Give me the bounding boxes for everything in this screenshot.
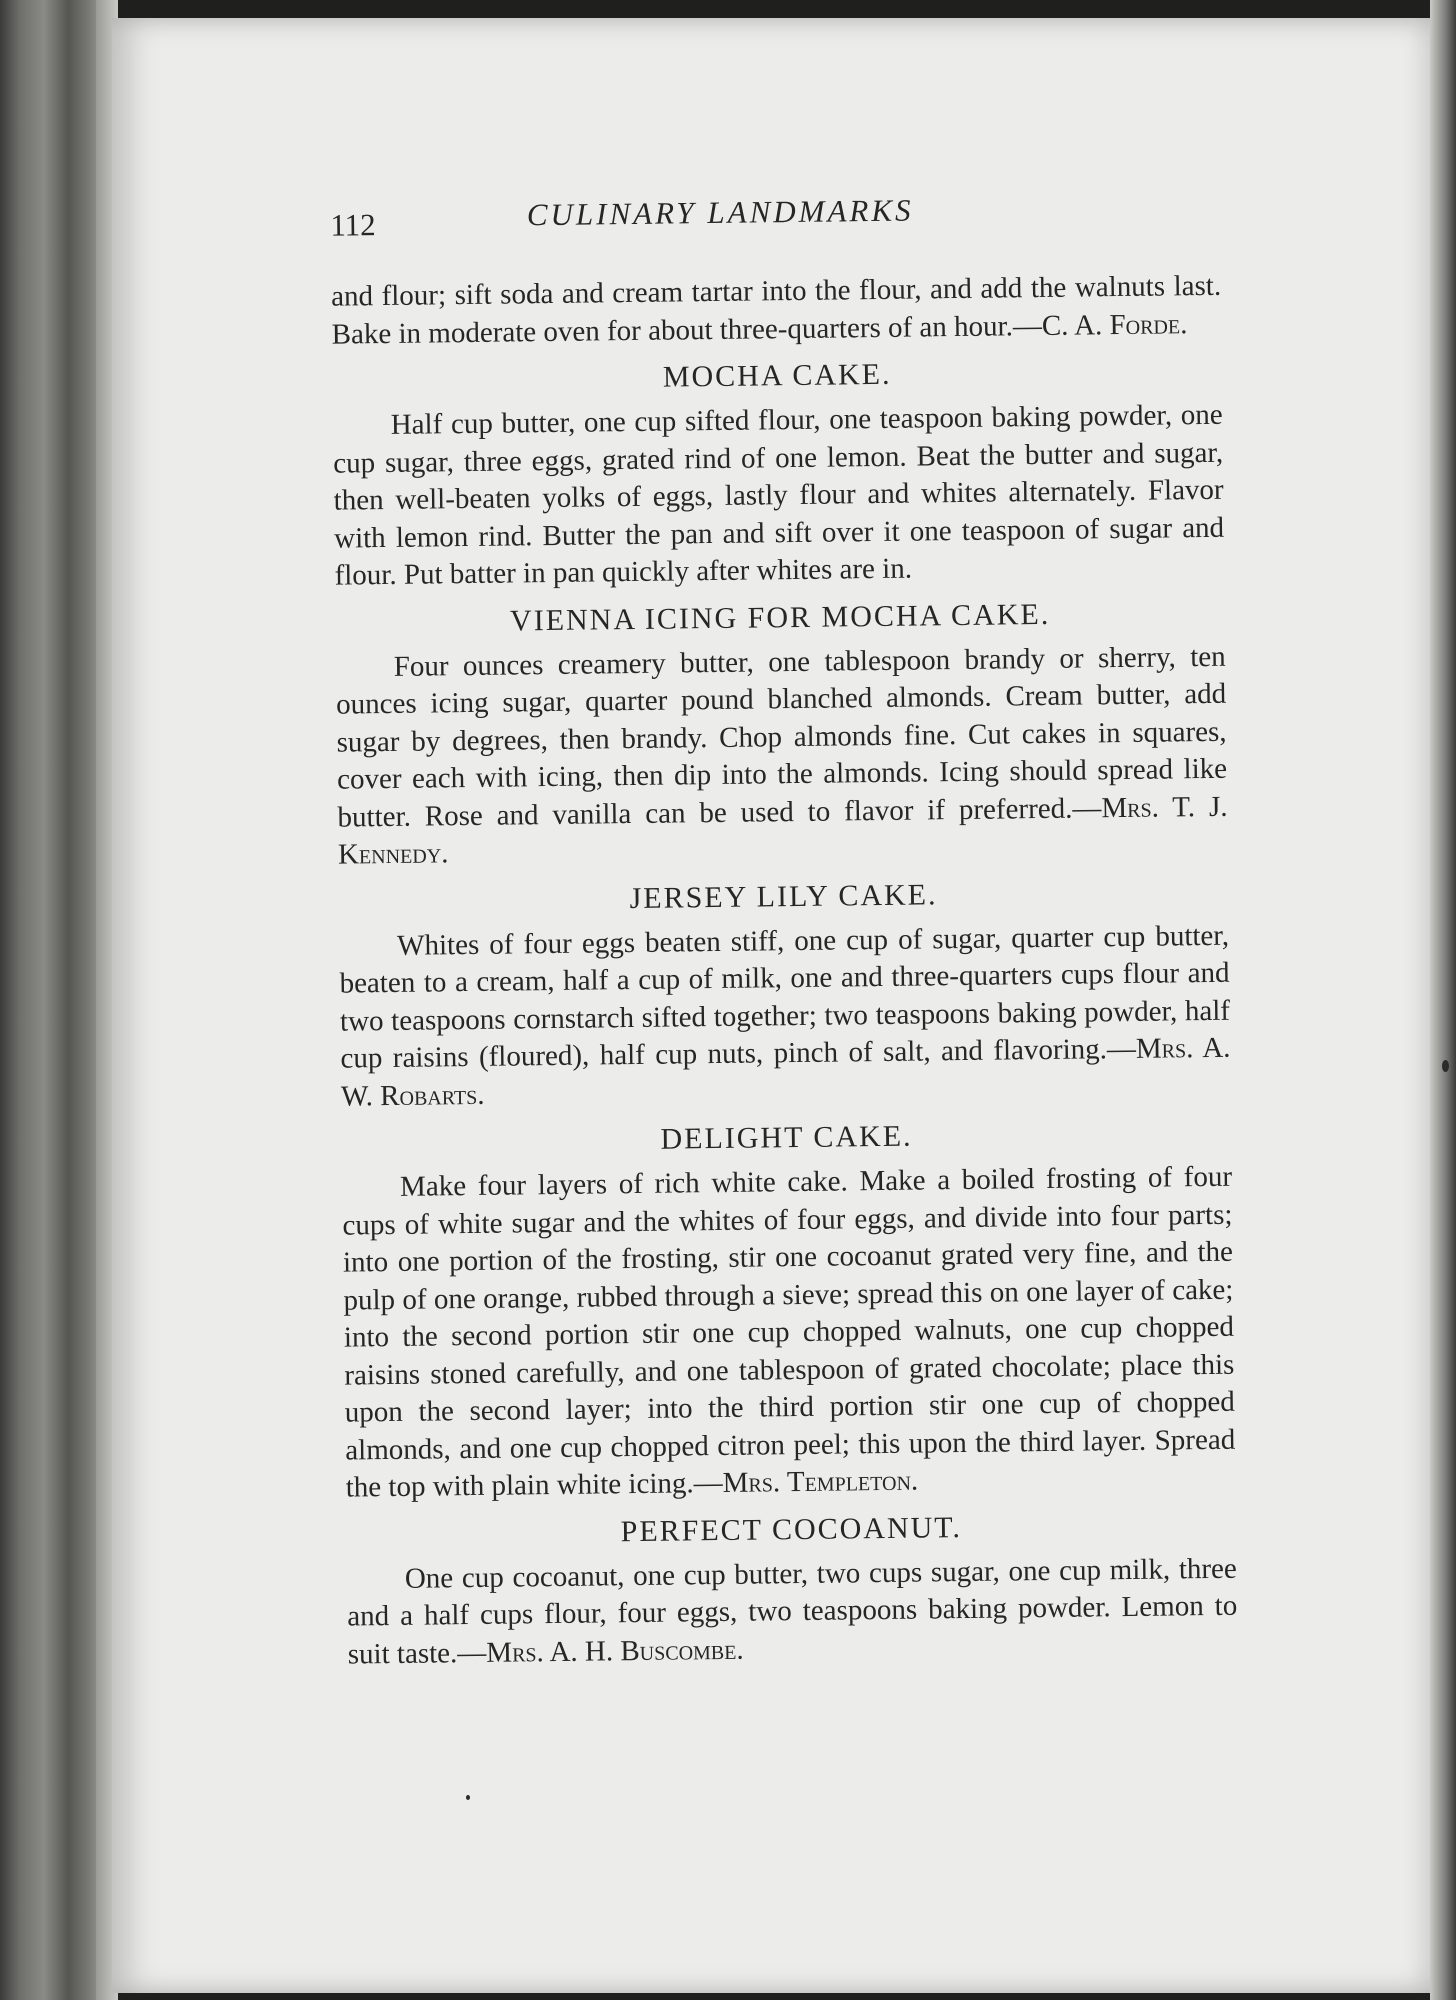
recipe-author: Buscombe. [620, 1633, 744, 1667]
recipe-author-prefix: Mrs. A. H. [486, 1634, 621, 1669]
recipe-author-prefix: Mrs. [722, 1466, 788, 1499]
recipe-text-perfect-cocoanut [347, 1550, 1238, 1673]
recipe-body: Half cup butter, one cup sifted flour, one teaspoon baking powder, one cup sugar, three eggs, grated rind of one lemon. Beat the butter and sugar, then well-beaten yolks of eggs, lastly flour and whites alternately. Flavor with lemon rind. Butter the pan and sift over it one teaspoon of sugar and flour. Put batter in pan quickly after whites are in. [333, 398, 1225, 592]
running-title: CULINARY LANDMARKS [526, 192, 914, 233]
recipe-author-prefix: Mrs. T. J. [1101, 790, 1228, 824]
recipe-body: Make four layers of rich white cake. Make a boiled frosting of four cups of white sugar and the whites of four eggs, and divide into four parts; into one portion of the frosting, stir one cocoanut grated very fine, and the pulp of one orange, rubbed through a sieve; spread this on one layer of cake; into the second portion stir one cup chopped walnuts, one cup chopped raisins stoned carefully, and one tablespoon of grated chocolate; place this upon the second layer; into the third portion stir one cup of chopped almonds, and one cup chopped citron peel; this upon the third layer. Spread the top with plain white icing.— [342, 1160, 1236, 1504]
recipe-author: Robarts. [379, 1078, 485, 1112]
recipe-text-delight-cake [342, 1159, 1236, 1507]
recipe-title-perfect-cocoanut: PERFECT COCOANUT. [620, 1510, 963, 1548]
right-page-edge [1430, 0, 1456, 2000]
page-number: 112 [330, 207, 376, 243]
page-content [220, 188, 1238, 1675]
ink-speck [466, 1795, 470, 1800]
continuation-paragraph [331, 268, 1222, 354]
recipe-title-vienna-icing: VIENNA ICING FOR MOCHA CAKE. [509, 597, 1051, 637]
recipe-author: Kennedy. [337, 837, 449, 871]
recipe-author-prefix: Mrs. A. W. [340, 1031, 1231, 1113]
recipe-body: Four ounces creamery butter, one tablespoon brandy or sherry, ten ounces icing sugar, quarter pound blanched almonds. Cream butter, add sugar by degrees, then brandy. Chop almonds fine. Cut cakes in squares, cover each with icing, then dip into the almonds. Icing should spread like butter. Rose and vanilla can be used to flavor if preferred.— [335, 640, 1228, 834]
recipe-text-jersey-lily-cake [339, 917, 1231, 1115]
recipe-text-mocha-cake [333, 397, 1225, 595]
recipe-title-delight-cake: DELIGHT CAKE. [660, 1119, 913, 1156]
ink-speck [1442, 1060, 1449, 1072]
recipe-text-vienna-icing [335, 638, 1228, 874]
recipe-body: One cup cocoanut, one cup butter, two cups sugar, one cup milk, three and a half cups flour, four eggs, two teaspoons baking powder. Lemon to suit taste.— [347, 1552, 1238, 1671]
continuation-text: and flour; sift soda and cream tartar into the flour, and add the walnuts last. Bake in moderate oven for about three-quarters of an hour.—C. A. [330, 269, 1222, 351]
recipe-title-mocha-cake: MOCHA CAKE. [662, 357, 892, 394]
recipe-body: Whites of four eggs beaten stiff, one cup of sugar, quarter cup butter, beaten to a cream, half a cup of milk, one and three-quarters cups flour and two teaspoons cornstarch sifted together; two teaspoons baking powder, half cup raisins (floured), half cup nuts, pinch of salt, and flavoring.— [339, 919, 1231, 1075]
recipe-author: Templeton. [786, 1464, 919, 1499]
recipe-title-jersey-lily-cake: JERSEY LILY CAKE. [629, 877, 938, 915]
text-block [331, 268, 1238, 1674]
book-spine [0, 0, 110, 2000]
continuation-author: Forde. [1109, 307, 1188, 341]
running-head [220, 188, 1221, 260]
